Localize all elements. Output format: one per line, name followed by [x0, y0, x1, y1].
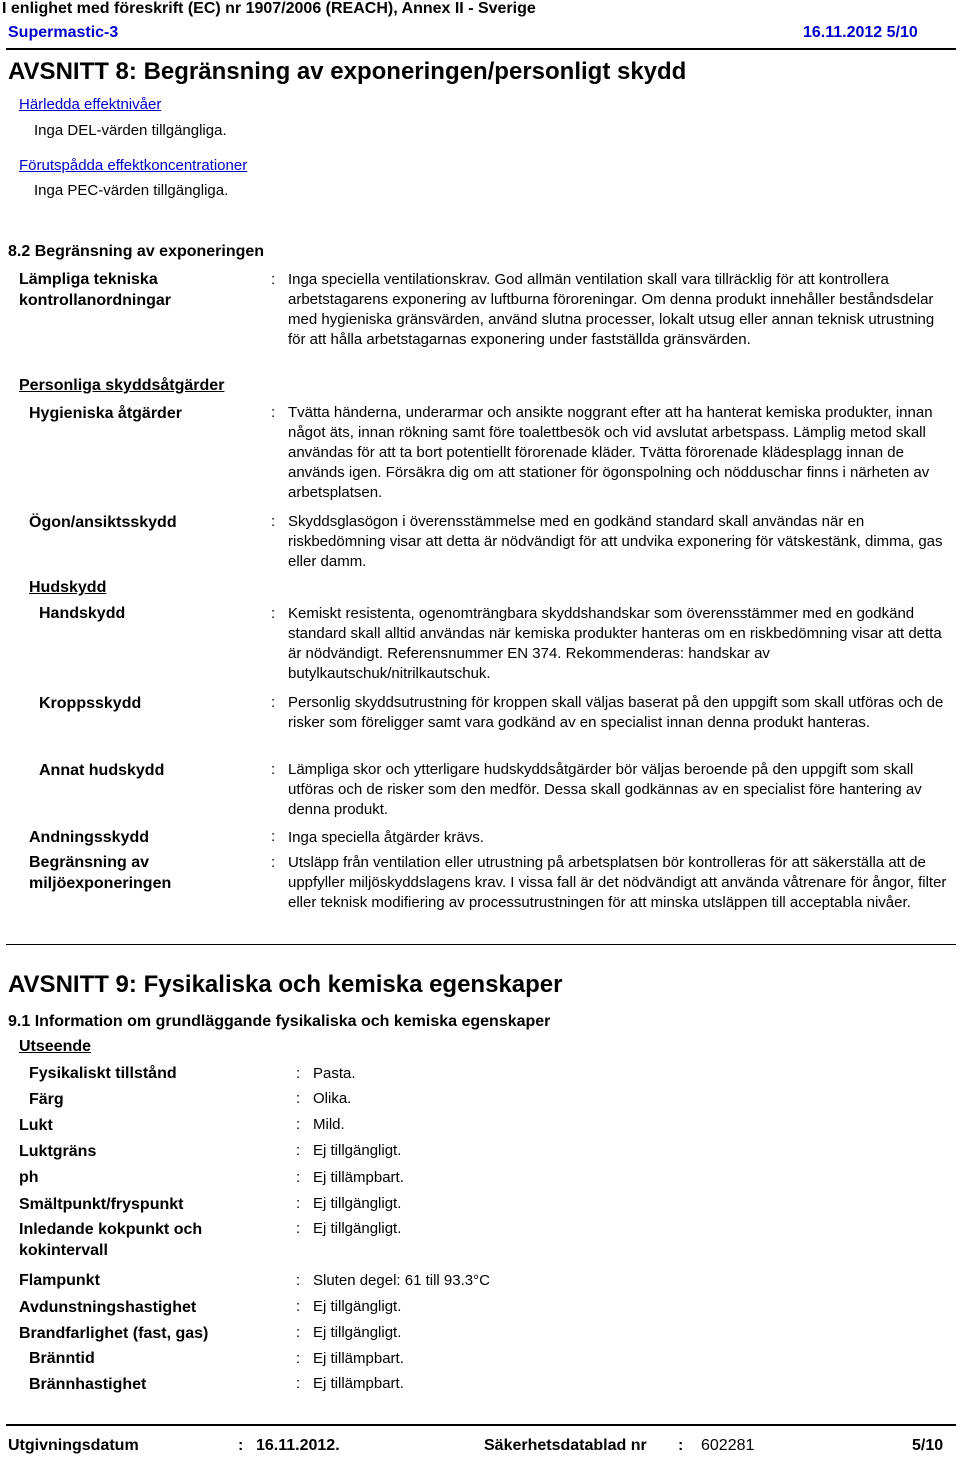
hand-protection-text: Kemiskt resistenta, ogenomträngbara skyddshandskar som överensstämmer med en godkänd standard skall alltid användas när kemiska produkter hanteras om en riskbedömning visar att detta är nödvändigt. Referensnummer EN 374. Rekommenderas: handskar av butylkautschuk/nitrilkautschuk.	[288, 605, 942, 682]
property-label: Fysikaliskt tillstånd	[29, 1065, 177, 1082]
section-9-title: AVSNITT 9: Fysikaliska och kemiska egenskaper	[8, 971, 563, 998]
property-label: Brännhastighet	[29, 1376, 147, 1393]
dnel-text: Inga DEL-värden tillgängliga.	[34, 122, 227, 139]
sds-number-label: Säkerhetsdatablad nr	[484, 1437, 647, 1454]
colon: :	[271, 404, 276, 421]
dnel-heading: Härledda effektnivåer	[19, 96, 162, 113]
colon: :	[271, 605, 276, 622]
regulation-header: I enlighet med föreskrift (EC) nr 1907/2006 (REACH), Annex II - Sverige	[2, 0, 536, 17]
respiratory-protection-label: Andningsskydd	[29, 829, 150, 846]
property-value: Ej tillämpbart.	[313, 1375, 404, 1392]
other-skin-protection-text: Lämpliga skor och ytterligare hudskyddsåtgärder bör väljas beroende på den uppgift som skall utföras och de risker som den medför. Dessa skall godkännas av en specialist före hantering av denna produkt.	[288, 761, 922, 818]
property-value: Ej tillgängligt.	[313, 1142, 402, 1159]
property-value: Ej tillgängligt.	[313, 1324, 402, 1341]
body-protection-text: Personlig skyddsutrustning för kroppen skall väljas baserat på den uppgift som skall utföras och de risker som föreligger samt vara godkänd av en specialist innan denna produkt hanteras.	[288, 694, 944, 731]
colon: :	[296, 1350, 301, 1367]
subsection-8-2-title: 8.2 Begränsning av exponeringen	[8, 243, 265, 260]
colon: :	[271, 828, 276, 845]
pnec-heading: Förutspådda effektkoncentrationer	[19, 157, 248, 174]
colon: :	[296, 1195, 301, 1212]
property-label: Avdunstningshastighet	[19, 1299, 197, 1316]
colon: :	[271, 694, 276, 711]
property-value: Ej tillämpbart.	[313, 1169, 404, 1186]
issue-date-label: Utgivningsdatum	[8, 1437, 139, 1454]
property-value: Olika.	[313, 1090, 352, 1107]
colon: :	[271, 854, 276, 871]
property-value: Sluten degel: 61 till 93.3°C	[313, 1272, 490, 1289]
eye-protection-label: Ögon/ansiktsskydd	[29, 514, 177, 531]
colon: :	[296, 1116, 301, 1133]
property-label: Inledande kokpunkt och kokintervall	[19, 1221, 203, 1259]
other-skin-protection-label: Annat hudskydd	[39, 762, 165, 779]
property-label: Luktgräns	[19, 1143, 97, 1160]
property-label: Färg	[29, 1091, 64, 1108]
issue-date-value: 16.11.2012.	[256, 1437, 340, 1454]
property-value: Ej tillämpbart.	[313, 1350, 404, 1367]
colon: :	[296, 1298, 301, 1315]
colon: :	[296, 1169, 301, 1186]
property-value: Ej tillgängligt.	[313, 1195, 402, 1212]
colon: :	[271, 761, 276, 778]
hand-protection-label: Handskydd	[39, 605, 126, 622]
colon: :	[296, 1090, 301, 1107]
header-date-page: 16.11.2012 5/10	[803, 24, 918, 41]
colon: :	[296, 1272, 301, 1289]
engineering-controls-label: Lämpliga tekniska kontrollanordningar	[19, 271, 171, 309]
property-label: Brandfarlighet (fast, gas)	[19, 1325, 209, 1342]
environmental-exposure-text: Utsläpp från ventilation eller utrustning på arbetsplatsen bör kontrolleras för att säkerställa att de uppfyller miljöskyddslagens krav. I vissa fall är det nödvändigt att använda våtrenare för ångor, filter eller teknisk modifiering av processutrustningen för att minska utsläppen till acceptabla nivåer.	[288, 854, 947, 911]
colon: :	[296, 1324, 301, 1341]
appearance-heading: Utseende	[19, 1038, 92, 1055]
hygiene-measures-label: Hygieniska åtgärder	[29, 405, 182, 422]
property-label: Lukt	[19, 1117, 53, 1134]
sds-number-value: 602281	[701, 1437, 755, 1454]
property-label: ph	[19, 1169, 39, 1186]
header-divider	[6, 48, 956, 50]
property-value: Mild.	[313, 1116, 345, 1133]
eye-protection-text: Skyddsglasögon i överensstämmelse med en godkänd standard skall användas när en riskbedömning visar att detta är nödvändigt för att undvika exponering för vätskestänk, dimma, gas eller damm.	[288, 513, 943, 570]
property-value: Ej tillgängligt.	[313, 1298, 402, 1315]
colon: :	[296, 1375, 301, 1392]
footer-divider	[6, 1424, 956, 1426]
colon: :	[238, 1437, 244, 1454]
ppe-heading: Personliga skyddsåtgärder	[19, 377, 225, 394]
property-value: Ej tillgängligt.	[313, 1220, 402, 1237]
colon: :	[296, 1142, 301, 1159]
respiratory-protection-text: Inga speciella åtgärder krävs.	[288, 829, 484, 846]
skin-protection-heading: Hudskydd	[29, 579, 107, 596]
property-label: Bränntid	[29, 1350, 95, 1367]
pnec-text: Inga PEC-värden tillgängliga.	[34, 182, 229, 199]
hygiene-measures-text: Tvätta händerna, underarmar och ansikte noggrant efter att ha hanterat kemiska produkter, innan något äts, innan rökning samt före toalettbesök och vid avslutat arbetspass. Lämplig metod skall användas för att ta bort potentiellt förorenade kläder. Tvätta förorenade klädesplagg innan de används igen. Försäkra dig om att stationer för ögonspolning och nödduschar finns i närheten av arbetsplatsen.	[288, 404, 933, 501]
section-divider	[6, 944, 956, 945]
environmental-exposure-label: Begränsning av miljöexponeringen	[29, 854, 172, 892]
colon: :	[271, 513, 276, 530]
colon: :	[296, 1220, 301, 1237]
colon: :	[678, 1437, 684, 1454]
colon: :	[271, 271, 276, 288]
property-label: Smältpunkt/fryspunkt	[19, 1196, 184, 1213]
property-label: Flampunkt	[19, 1272, 100, 1289]
section-8-title: AVSNITT 8: Begränsning av exponeringen/personligt skydd	[8, 58, 687, 85]
product-name: Supermastic-3	[8, 24, 119, 41]
subsection-9-1-title: 9.1 Information om grundläggande fysikaliska och kemiska egenskaper	[8, 1013, 551, 1030]
footer-page-number: 5/10	[912, 1437, 944, 1454]
property-value: Pasta.	[313, 1065, 356, 1082]
body-protection-label: Kroppsskydd	[39, 695, 142, 712]
colon: :	[296, 1065, 301, 1082]
engineering-controls-text: Inga speciella ventilationskrav. God allmän ventilation skall vara tillräcklig för att kontrollera arbetstagarens exponering av luftburna föroreningar. Om denna produkt innehåller beståndsdelar med hygieniska gränsvärden, använd slutna processer, lokalt utsug eller annan teknisk utrustning för att hålla arbetstagarnas exponering under fastställda gränsvärden.	[288, 271, 935, 348]
